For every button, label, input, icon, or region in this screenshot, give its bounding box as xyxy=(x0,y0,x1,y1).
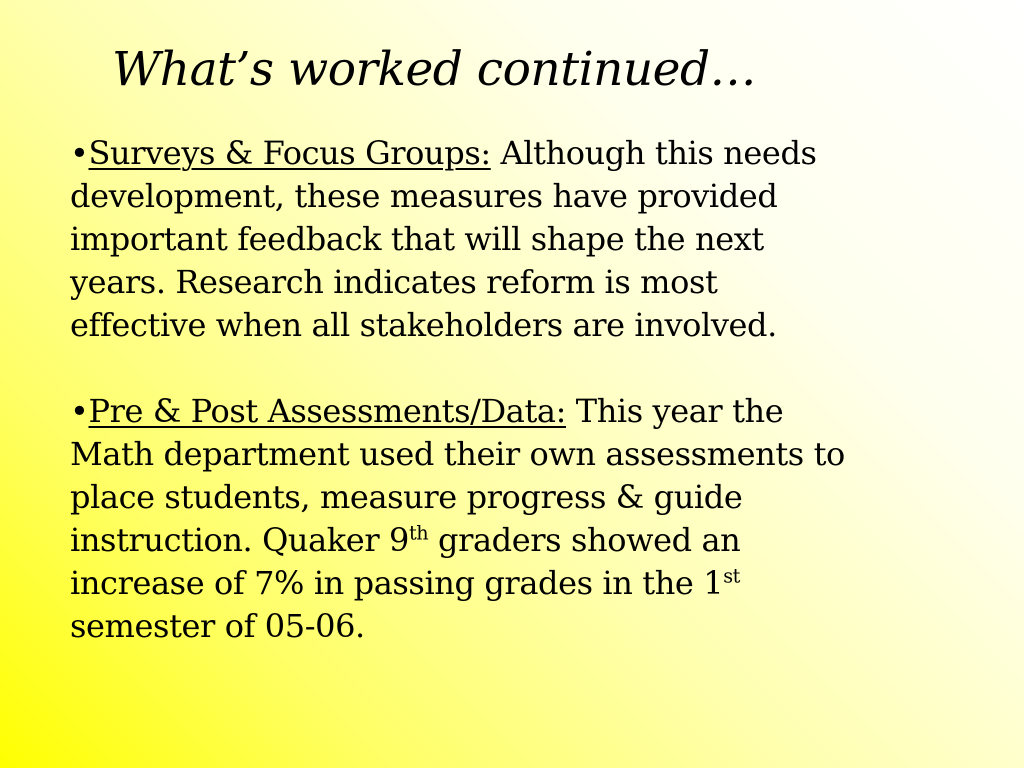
bullet-line xyxy=(70,562,950,605)
bullet-surveys-focus-groups xyxy=(70,132,950,347)
ordinal-suffix: th xyxy=(408,521,429,545)
bullet-text: graders showed an xyxy=(428,521,741,559)
bullet-text: place students, measure progress & guide xyxy=(70,478,743,516)
bullet-text: effective when all stakeholders are involved. xyxy=(70,306,777,344)
bullet-line xyxy=(70,519,950,562)
bullet-line xyxy=(70,132,950,175)
bullet-text: years. Research indicates reform is most xyxy=(70,263,718,301)
bullet-text: Although this needs xyxy=(490,134,817,172)
bullet-heading: Pre & Post Assessments/Data: xyxy=(88,392,566,430)
slide-title: What’s worked continued… xyxy=(112,42,757,97)
bullet-text: instruction. Quaker 9 xyxy=(70,521,409,559)
slide-body xyxy=(70,132,950,648)
bullet-text: Math department used their own assessments to xyxy=(70,435,845,473)
bullet-text: development, these measures have provided xyxy=(70,177,778,215)
bullet-pre-post-assessments xyxy=(70,390,950,648)
bullet-marker: • xyxy=(70,392,89,430)
bullet-text: This year the xyxy=(565,392,784,430)
bullet-marker: • xyxy=(70,134,89,172)
bullet-line xyxy=(70,390,950,433)
ordinal-suffix: st xyxy=(723,564,740,588)
bullet-text: important feedback that will shape the next xyxy=(70,220,764,258)
bullet-heading: Surveys & Focus Groups: xyxy=(88,134,491,172)
bullet-text: semester of 05-06. xyxy=(70,607,365,645)
bullet-text: increase of 7% in passing grades in the 1 xyxy=(70,564,724,602)
